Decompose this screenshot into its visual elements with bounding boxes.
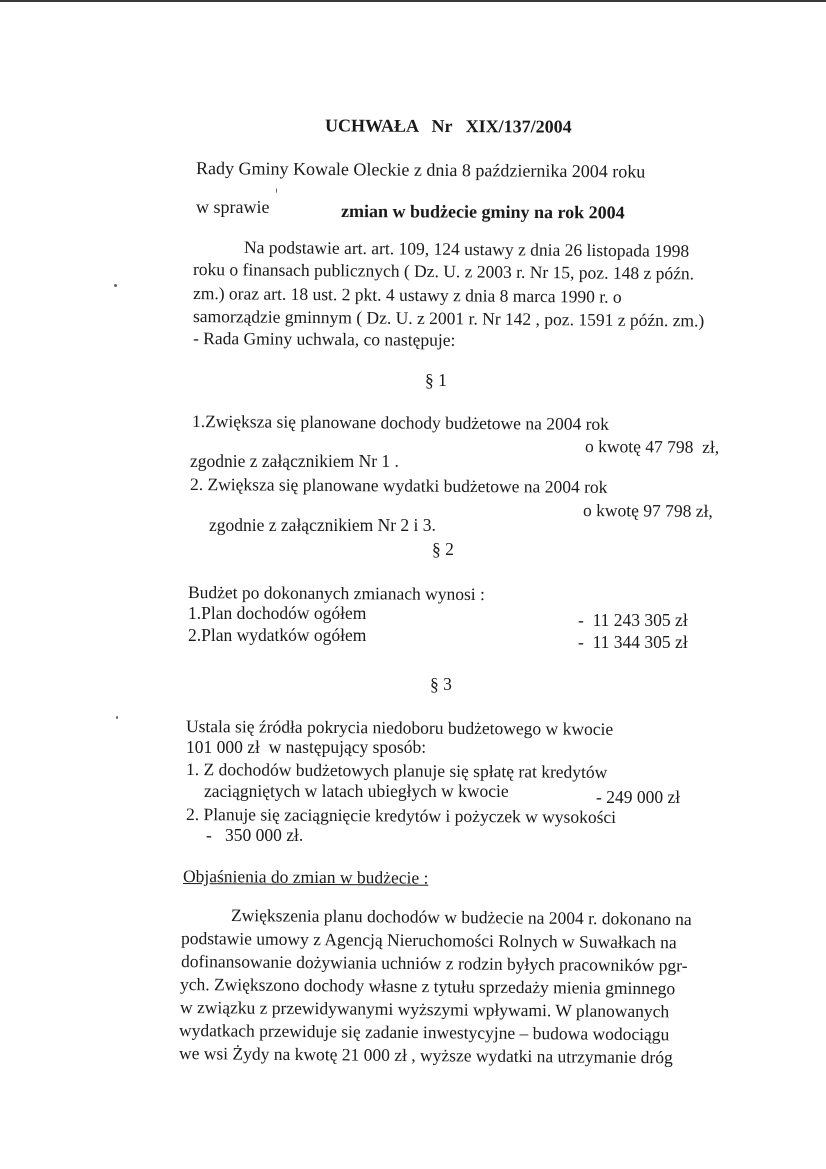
explanation-line: wydatkach przewiduje się zadanie inwestycyjne – budowa wodociągu — [178, 1020, 670, 1045]
explanation-line: w związku z przewidywanymi wyższymi wpływami. W planowanych — [179, 997, 670, 1022]
council-date-line: Rady Gminy Kowale Oleckie z dnia 8 października 2004 roku — [195, 158, 646, 182]
resolution-title: UCHWAŁA Nr XIX/137/2004 — [324, 115, 572, 137]
expense-total-value: - 11 344 305 zł — [578, 632, 688, 652]
scan-speck — [114, 284, 117, 287]
income-total-value: - 11 243 305 zł — [578, 610, 688, 630]
deficit-line: 2. Planuje się zaciągnięcie kredytów i pożyczek w wysokości — [185, 804, 617, 828]
preamble-line: Na podstawie art. art. 109, 124 ustawy z dnia 26 listopada 1998 — [243, 237, 690, 261]
preamble-line: zm.) oraz art. 18 ust. 2 pkt. 4 ustawy z dnia 8 marca 1990 r. o — [192, 283, 622, 307]
section-heading: § 1 — [425, 370, 447, 390]
deficit-line: Ustala się źródła pokrycia niedoboru budżetowego w kwocie — [185, 716, 614, 739]
preamble-line: samorządzie gminnym ( Dz. U. z 2001 r. Nr 142 , poz. 1591 z późn. zm.) — [192, 306, 705, 331]
budget-summary-intro: Budżet po dokonanych zmianach wynosi : — [187, 582, 486, 605]
income-total-label: 1.Plan dochodów ogółem — [188, 603, 367, 623]
scan-speck — [276, 188, 277, 193]
deficit-line: zaciągniętych w latach ubiegłych w kwocie — [204, 781, 509, 801]
scan-speck — [116, 716, 118, 719]
scan-top-edge — [0, 0, 826, 2]
loan-repayment-amount: - 249 000 zł — [596, 787, 681, 807]
deficit-line: 1. Z dochodów budżetowych planuje się spłatę rat kredytów — [185, 759, 608, 782]
expense-increase-amount: o kwotę 97 798 zł, — [582, 500, 713, 521]
deficit-line: 101 000 zł w następujący sposób: — [186, 737, 427, 757]
preamble-line: roku o finansach publicznych ( Dz. U. z 2003 r. Nr 15, poz. 148 z późn. — [192, 259, 695, 284]
explanation-line: we wsi Żydy na kwotę 21 000 zł , wyższe wydatki na utrzymanie dróg — [178, 1043, 673, 1068]
explanation-line: Zwiększenia planu dochodów w budżecie na 2004 r. dokonano na — [230, 905, 692, 930]
expense-total-label: 2.Plan wydatków ogółem — [188, 625, 367, 645]
explanation-line: podstawie umowy z Agencją Nieruchomości Rolnych w Suwałkach na — [180, 928, 677, 953]
w-sprawie-label: w sprawie — [196, 197, 270, 217]
income-attachment-ref: zgodnie z załącznikiem Nr 1 . — [190, 451, 399, 471]
income-increase-amount: o kwotę 47 798 zł, — [584, 436, 720, 457]
section-heading: § 2 — [432, 539, 454, 559]
explanation-line: dofinansowanie dożywiania uchniów z rodzin byłych pracowników pgr- — [180, 951, 688, 976]
expense-attachment-ref: zgodnie z załącznikiem Nr 2 i 3. — [209, 515, 436, 535]
resolution-subject: zmian w budżecie gminy na rok 2004 — [340, 201, 625, 223]
preamble-line: - Rada Gminy uchwala, co następuje: — [192, 328, 456, 350]
expense-increase-text: 2. Zwiększa się planowane wydatki budżetowe na 2004 rok — [189, 474, 608, 497]
income-increase-text: 1.Zwiększa się planowane dochody budżetowe na 2004 rok — [191, 411, 610, 434]
deficit-line: - 350 000 zł. — [206, 825, 304, 845]
explanation-heading: Objaśnienia do zmian w budżecie : — [182, 866, 429, 888]
section-heading: § 3 — [430, 674, 452, 694]
explanation-line: ych. Zwiększono dochody własne z tytułu sprzedaży mienia gminnego — [179, 974, 676, 999]
